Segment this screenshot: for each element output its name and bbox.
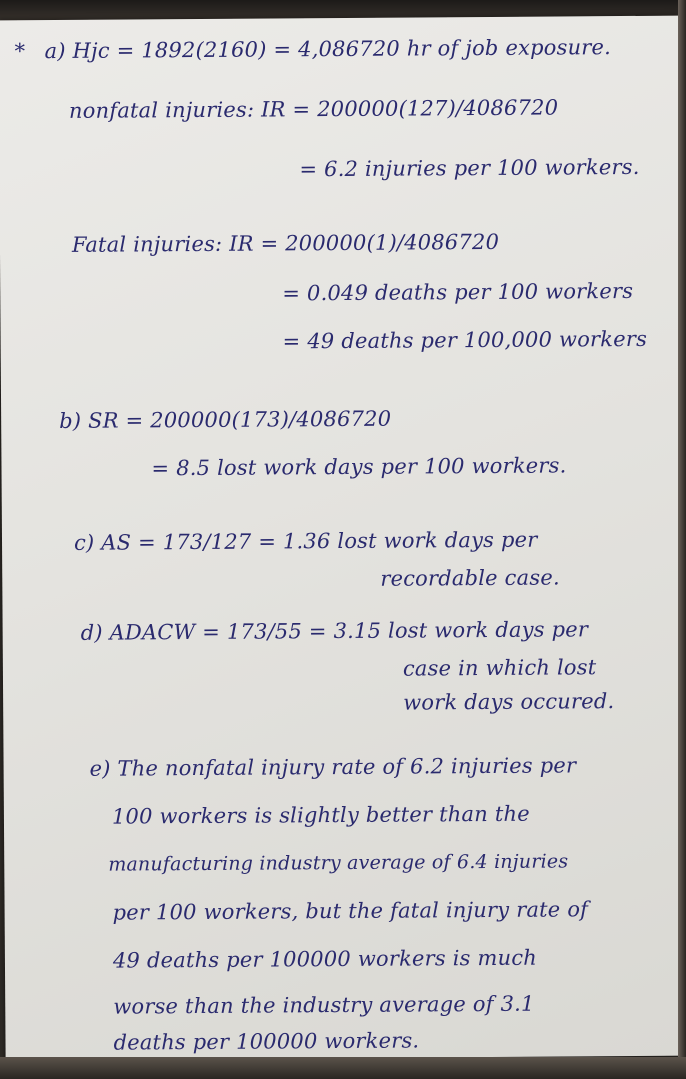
part-a-fatal-result-per-100: = 0.049 deaths per 100 workers bbox=[282, 278, 634, 306]
part-b-severity-result: = 8.5 lost work days per 100 workers. bbox=[151, 453, 567, 481]
part-a-exposure-line: a) Hjc = 1892(2160) = 4,086720 hr of job exposure. bbox=[44, 35, 612, 64]
photo-bottom-edge bbox=[0, 1057, 686, 1079]
part-d-adacw: d) ADACW = 173/55 = 3.15 lost work days per bbox=[80, 617, 589, 645]
part-a-fatal-formula: Fatal injuries: IR = 200000(1)/4086720 bbox=[71, 229, 500, 257]
part-a-nonfatal-formula: nonfatal injuries: IR = 200000(127)/4086720 bbox=[68, 95, 559, 123]
part-d-continuation-1: case in which lost bbox=[402, 655, 597, 681]
notebook-page bbox=[0, 16, 686, 1061]
part-a-fatal-result-per-100000: = 49 deaths per 100,000 workers bbox=[282, 326, 648, 354]
bullet-mark: * bbox=[14, 39, 26, 64]
part-d-continuation-2: work days occured. bbox=[403, 689, 615, 715]
part-e-line-6: worse than the industry average of 3.1 bbox=[113, 991, 535, 1019]
part-e-line-1: e) The nonfatal injury rate of 6.2 injuries per bbox=[89, 753, 577, 781]
part-e-line-5: 49 deaths per 100000 workers is much bbox=[112, 945, 538, 973]
part-e-line-4: per 100 workers, but the fatal injury rate of bbox=[112, 897, 589, 925]
part-b-severity-formula: b) SR = 200000(173)/4086720 bbox=[59, 406, 392, 433]
part-e-line-2: 100 workers is slightly better than the bbox=[111, 801, 530, 829]
part-a-nonfatal-result: = 6.2 injuries per 100 workers. bbox=[299, 154, 640, 182]
part-e-line-7: deaths per 100000 workers. bbox=[113, 1028, 420, 1055]
part-e-line-3: manufacturing industry average of 6.4 injuries bbox=[108, 850, 569, 876]
part-c-average-severity: c) AS = 173/127 = 1.36 lost work days per bbox=[73, 527, 538, 555]
photo-right-edge bbox=[678, 0, 686, 1079]
part-c-continuation: recordable case. bbox=[380, 565, 560, 591]
